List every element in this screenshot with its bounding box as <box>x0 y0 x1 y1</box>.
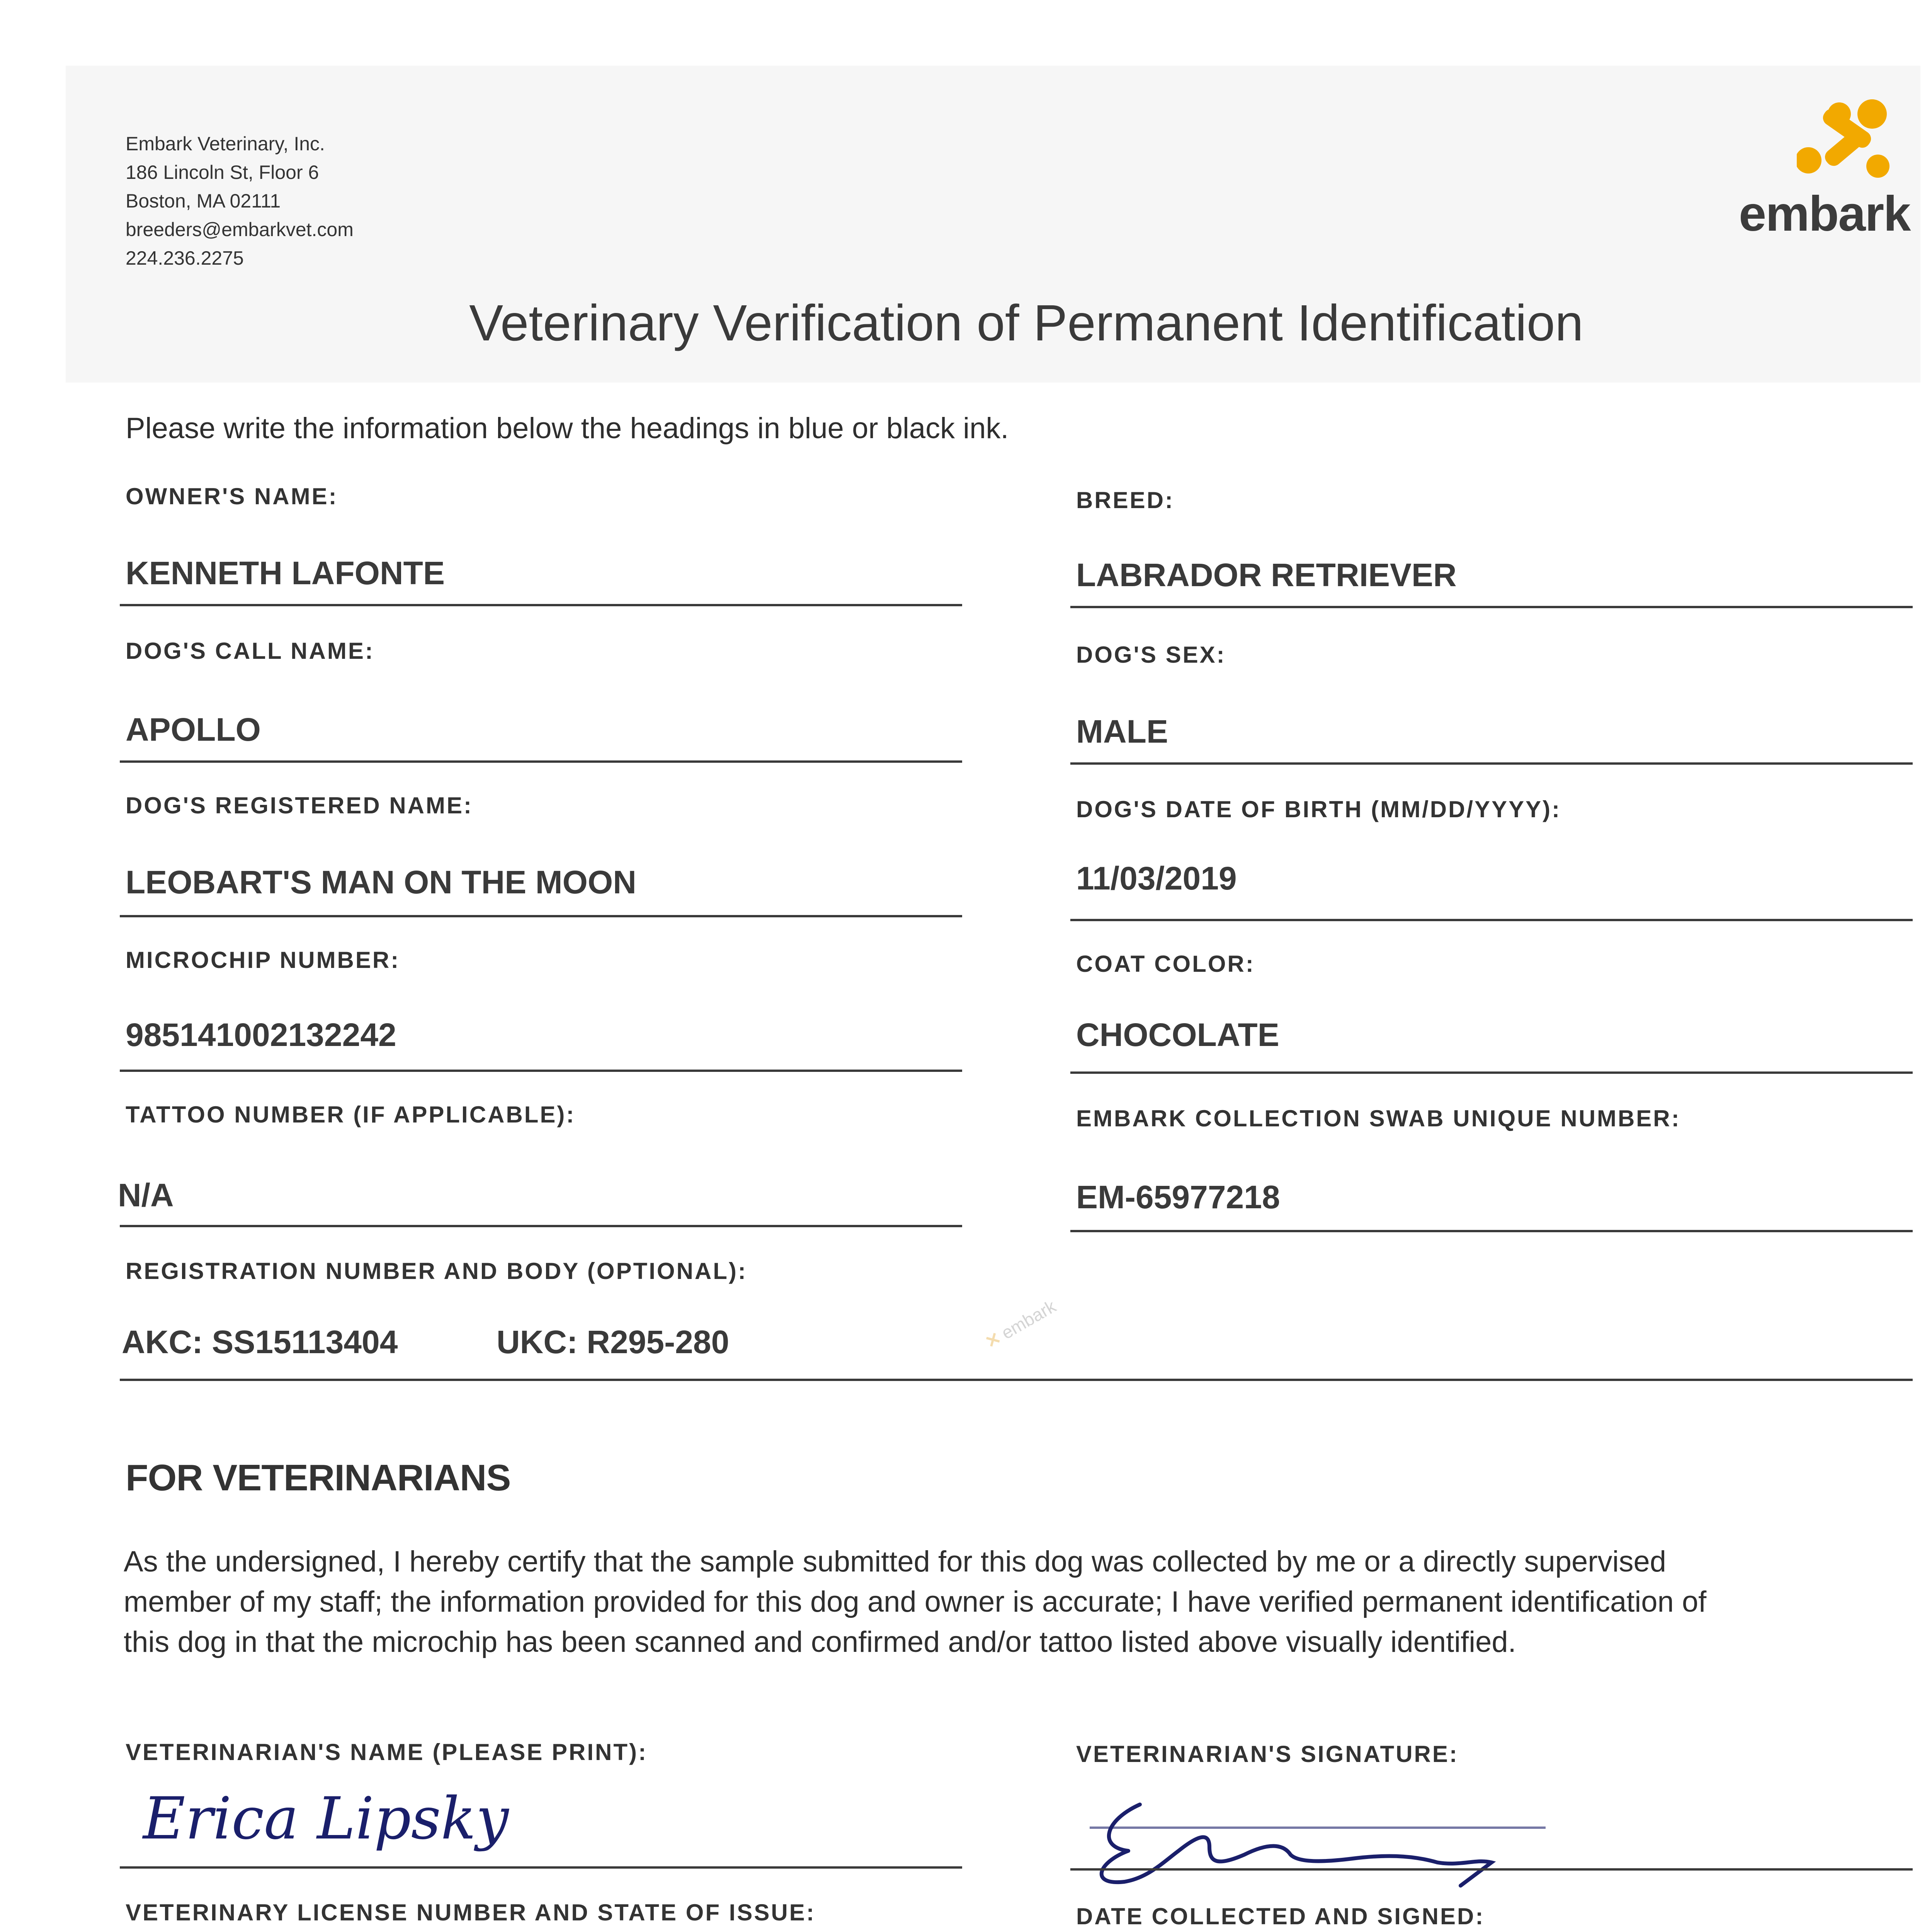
page-title: Veterinary Verification of Permanent Identification <box>469 294 1583 351</box>
vet-section-heading: FOR VETERINARIANS <box>126 1457 511 1498</box>
registered-name-value[interactable]: LEOBART'S MAN ON THE MOON <box>126 864 636 900</box>
call-name-value[interactable]: APOLLO <box>126 711 261 748</box>
registered-name-line <box>120 915 962 917</box>
registration-line <box>120 1379 1913 1381</box>
owner-name-value[interactable]: KENNETH LAFONTE <box>126 555 445 591</box>
instructions: Please write the information below the headings in blue or black ink. <box>126 412 1009 445</box>
watermark-icon: ✕ <box>981 1327 1005 1353</box>
swab-label: EMBARK COLLECTION SWAB UNIQUE NUMBER: <box>1076 1105 1681 1131</box>
registration-label: REGISTRATION NUMBER AND BODY (OPTIONAL): <box>126 1258 747 1284</box>
tattoo-line <box>120 1225 962 1227</box>
sex-line <box>1070 762 1913 765</box>
license-label: VETERINARY LICENSE NUMBER AND STATE OF ISSUE: <box>126 1900 816 1925</box>
tattoo-label: TATTOO NUMBER (IF APPLICABLE): <box>126 1102 576 1128</box>
registration-ukc-value[interactable]: UKC: R295-280 <box>497 1324 730 1360</box>
coat-color-line <box>1070 1071 1913 1074</box>
company-city: Boston, MA 02111 <box>126 190 281 212</box>
owner-name-label: OWNER'S NAME: <box>126 483 338 509</box>
swab-value[interactable]: EM-65977218 <box>1076 1179 1280 1215</box>
dob-label: DOG'S DATE OF BIRTH (MM/DD/YYYY): <box>1076 796 1561 822</box>
embark-watermark <box>981 1296 1060 1353</box>
vet-name-line <box>120 1866 962 1869</box>
logo-wordmark: embark <box>1739 186 1910 242</box>
sex-value[interactable]: MALE <box>1076 713 1168 750</box>
dob-value[interactable]: 11/03/2019 <box>1076 860 1237 896</box>
call-name-label: DOG'S CALL NAME: <box>126 638 374 664</box>
breed-line <box>1070 606 1913 608</box>
signature-label: VETERINARIAN'S SIGNATURE: <box>1076 1741 1459 1767</box>
breed-label: BREED: <box>1076 487 1175 513</box>
microchip-line <box>120 1070 962 1072</box>
dob-line <box>1070 919 1913 921</box>
signature-scribble[interactable] <box>1082 1785 1584 1901</box>
call-name-line <box>120 760 962 763</box>
company-phone: 224.236.2275 <box>126 247 244 269</box>
cert-line: member of my staff; the information provided for this dog and owner is accurate; I have verified permanent identification of <box>124 1585 1707 1618</box>
coat-color-value[interactable]: CHOCOLATE <box>1076 1017 1279 1053</box>
company-name: Embark Veterinary, Inc. <box>126 133 325 155</box>
company-street: 186 Lincoln St, Floor 6 <box>126 162 319 183</box>
swab-line <box>1070 1230 1913 1232</box>
embark-mark-icon <box>1797 97 1893 185</box>
microchip-value[interactable]: 985141002132242 <box>126 1017 396 1053</box>
company-email: breeders@embarkvet.com <box>126 219 354 240</box>
certification-text <box>124 1542 1932 1662</box>
cert-line: this dog in that the microchip has been scanned and confirmed and/or tattoo listed above visually identified. <box>124 1626 1516 1658</box>
coat-color-label: COAT COLOR: <box>1076 951 1255 977</box>
sex-label: DOG'S SEX: <box>1076 642 1226 668</box>
owner-name-line <box>120 604 962 606</box>
registered-name-label: DOG'S REGISTERED NAME: <box>126 793 473 818</box>
registration-akc-value[interactable]: AKC: SS15113404 <box>122 1324 398 1360</box>
breed-value[interactable]: LABRADOR RETRIEVER <box>1076 557 1457 593</box>
microchip-label: MICROCHIP NUMBER: <box>126 947 400 973</box>
company-address <box>126 129 354 272</box>
embark-logo <box>1731 89 1924 243</box>
signature-line <box>1070 1868 1913 1871</box>
vet-name-value[interactable]: Erica Lipsky <box>143 1785 509 1852</box>
date-signed-label: DATE COLLECTED AND SIGNED: <box>1076 1903 1485 1929</box>
cert-line: As the undersigned, I hereby certify that the sample submitted for this dog was collected by me or a directly supervised <box>124 1545 1667 1578</box>
tattoo-value[interactable]: N/A <box>118 1177 174 1213</box>
watermark-text: embark <box>998 1296 1060 1343</box>
vet-name-label: VETERINARIAN'S NAME (PLEASE PRINT): <box>126 1739 648 1765</box>
